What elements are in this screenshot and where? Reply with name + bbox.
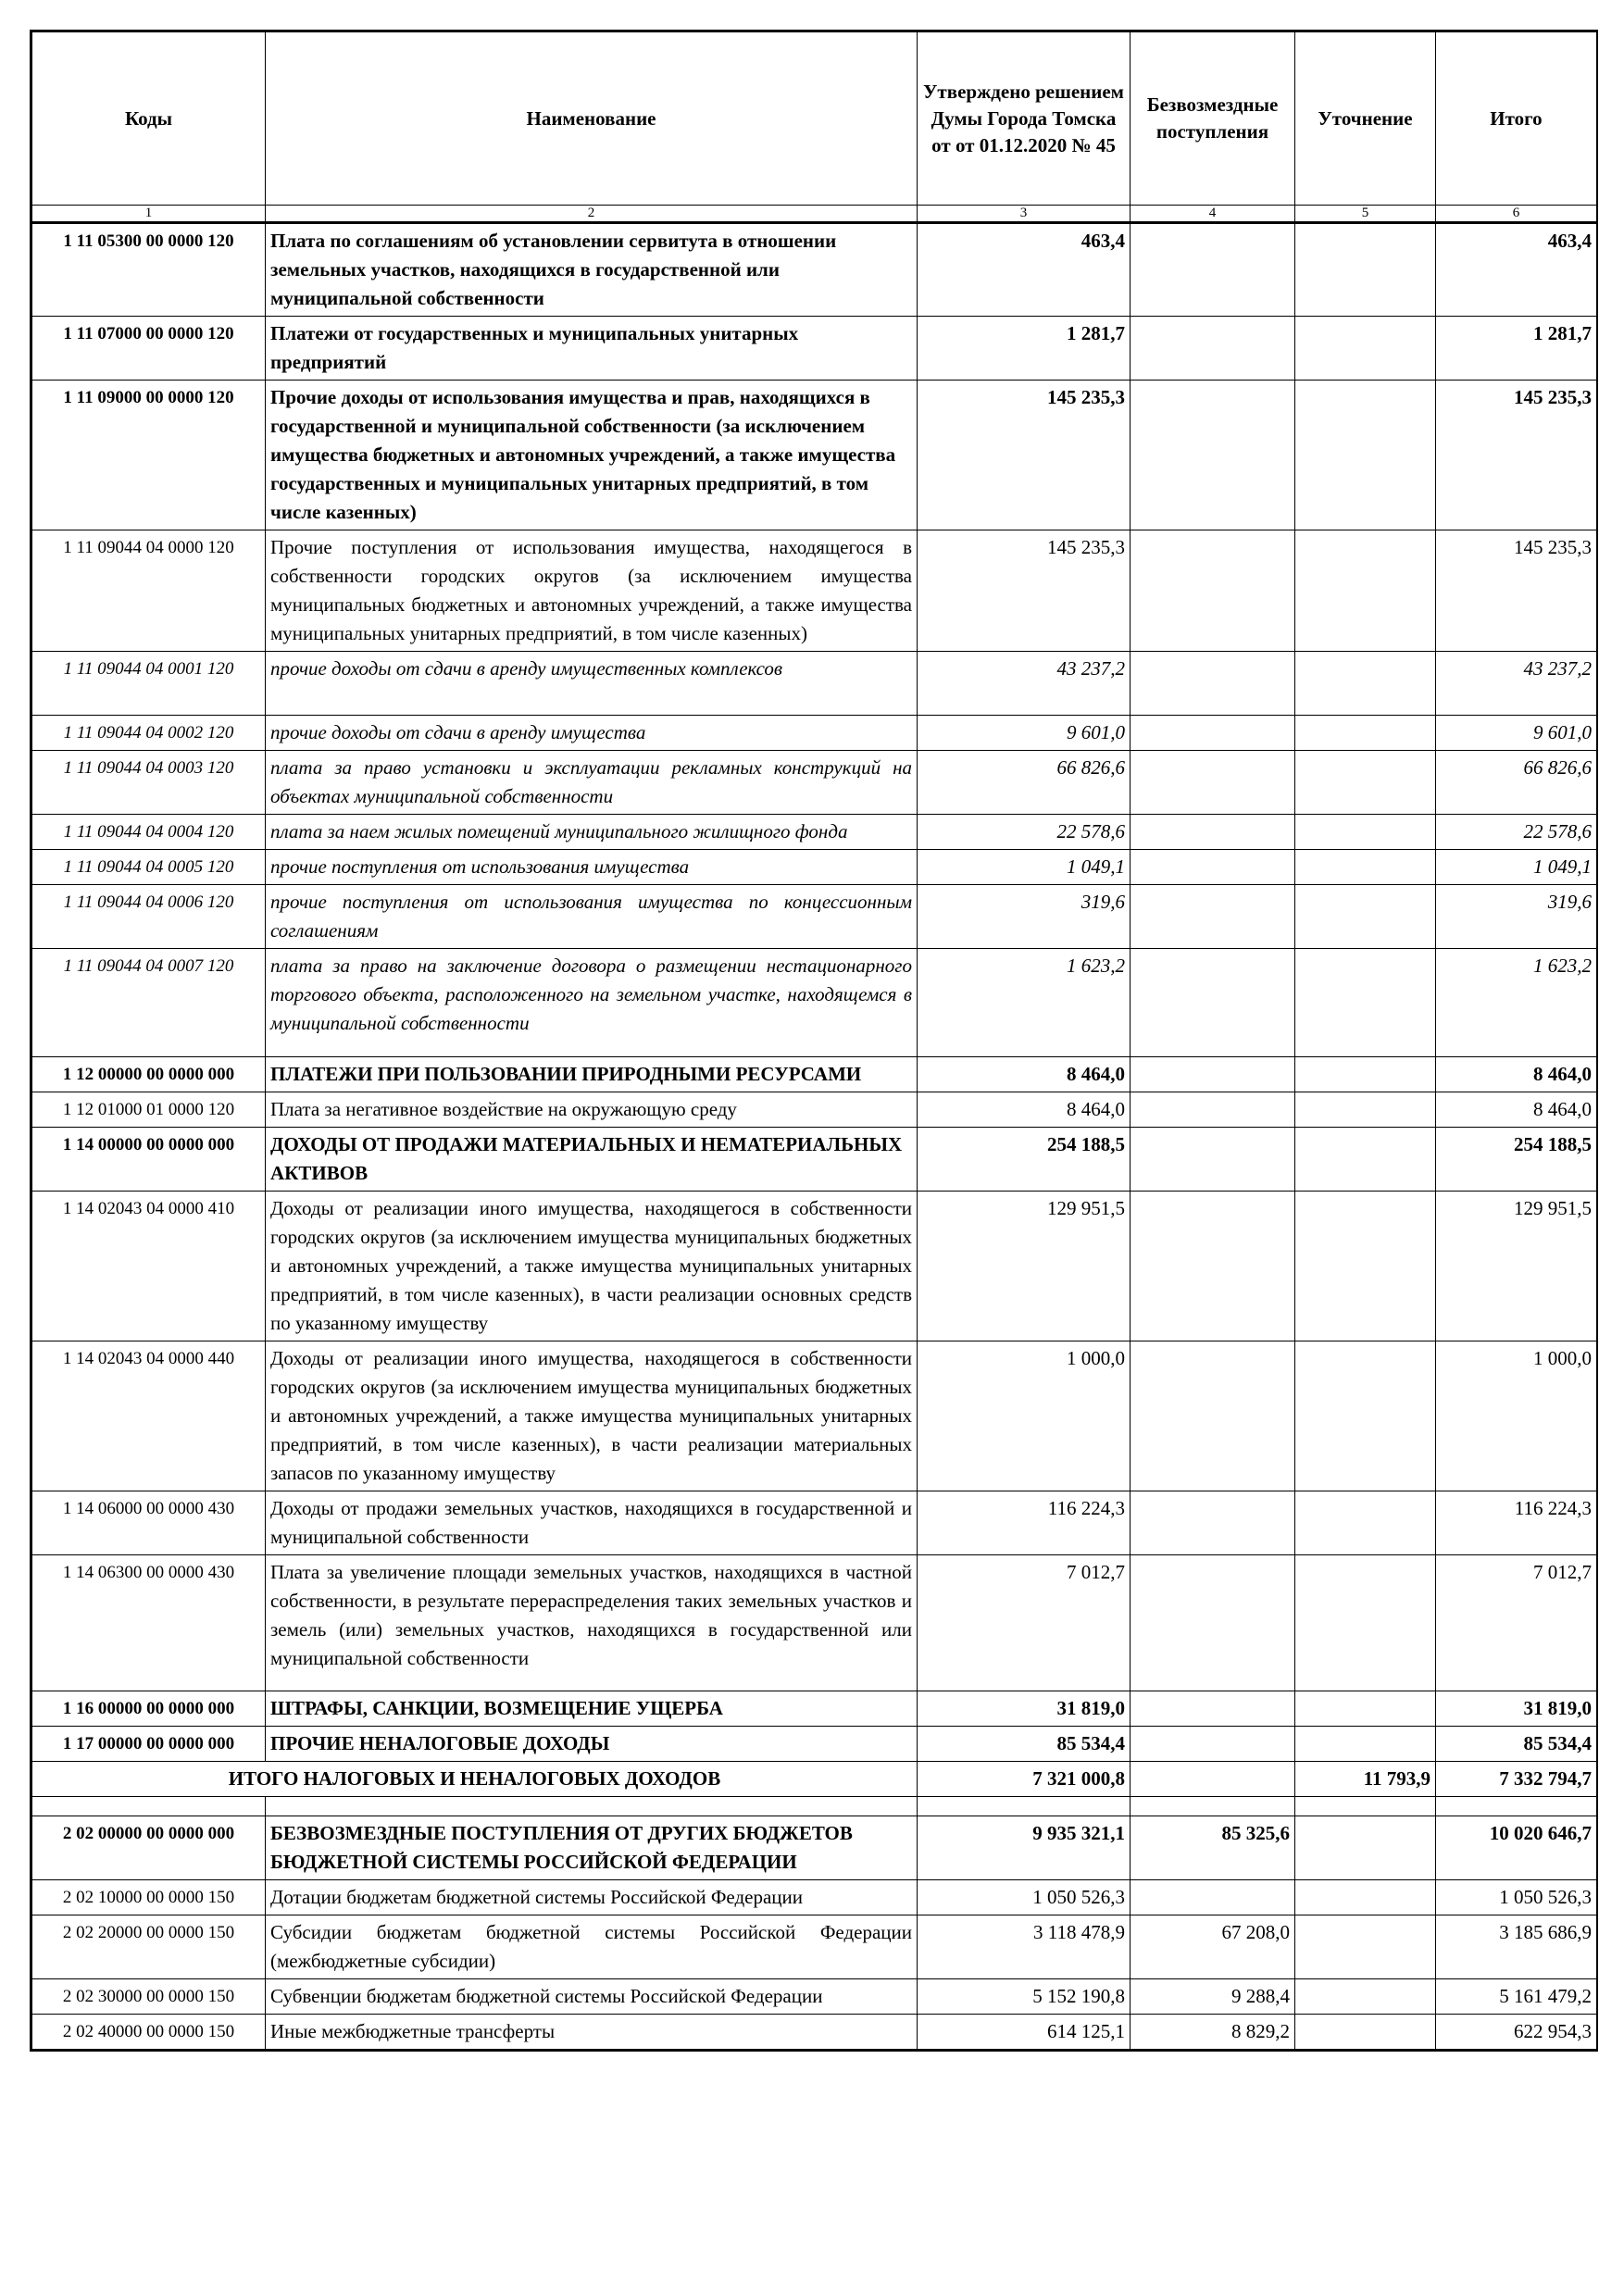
row-approved: 1 623,2 [918,949,1131,1057]
spacer-row [32,1797,1597,1816]
row-total: 8 464,0 [1436,1092,1597,1128]
row-approved: 22 578,6 [918,815,1131,850]
row-grants: 85 325,6 [1131,1816,1295,1880]
row-total: 5 161 479,2 [1436,1979,1597,2015]
row-code: 2 02 00000 00 0000 000 [32,1816,266,1880]
row-refinement [1295,850,1436,885]
row-name: Субвенции бюджетам бюджетной системы Российской Федерации [266,1979,918,2015]
row-grants [1131,1555,1295,1691]
row-total: 8 464,0 [1436,1057,1597,1092]
row-approved: 145 235,3 [918,530,1131,652]
row-approved: 3 118 478,9 [918,1915,1131,1979]
row-total: 85 534,4 [1436,1727,1597,1762]
row-grants [1131,1128,1295,1192]
row-grants: 8 829,2 [1131,2015,1295,2050]
row-grants [1131,850,1295,885]
table-row [32,381,1597,530]
spacer-cell [1436,1797,1597,1816]
tax-total-grants [1131,1762,1295,1797]
row-name: плата за право на заключение договора о размещении нестационарного торгового объекта, расположенного на земельном участке, находящемся в муниципальной собственности [266,949,918,1057]
row-refinement [1295,1691,1436,1727]
row-code: 1 11 09044 04 0004 120 [32,815,266,850]
header-name: Наименование [266,32,918,206]
row-refinement [1295,1128,1436,1192]
row-approved: 8 464,0 [918,1092,1131,1128]
header-refinement: Уточнение [1295,32,1436,206]
row-total: 43 237,2 [1436,652,1597,716]
row-code: 1 17 00000 00 0000 000 [32,1727,266,1762]
table-row [32,1915,1597,1979]
table-row [32,1727,1597,1762]
row-refinement [1295,2015,1436,2050]
table-row [32,1816,1597,1880]
table-row [32,1128,1597,1192]
row-grants [1131,885,1295,949]
row-refinement [1295,1341,1436,1491]
row-refinement [1295,1880,1436,1915]
row-name: Плата по соглашениям об установлении сервитута в отношении земельных участков, находящихся в государственной или муниципальной собственности [266,223,918,317]
row-total: 1 281,7 [1436,317,1597,381]
row-total: 66 826,6 [1436,751,1597,815]
spacer-cell [266,1797,918,1816]
row-approved: 319,6 [918,885,1131,949]
row-grants: 9 288,4 [1131,1979,1295,2015]
column-number: 3 [918,206,1131,223]
row-code: 1 14 00000 00 0000 000 [32,1128,266,1192]
row-refinement [1295,530,1436,652]
row-grants [1131,1691,1295,1727]
budget-table [31,31,1597,2050]
row-grants [1131,530,1295,652]
row-approved: 9 601,0 [918,716,1131,751]
row-grants [1131,317,1295,381]
row-total: 9 601,0 [1436,716,1597,751]
row-refinement [1295,652,1436,716]
row-approved: 145 235,3 [918,381,1131,530]
row-refinement [1295,1555,1436,1691]
column-number-row [32,206,1597,223]
spacer-cell [918,1797,1131,1816]
table-row [32,652,1597,716]
row-refinement [1295,716,1436,751]
row-name: прочие доходы от сдачи в аренду имущества [266,716,918,751]
row-code: 1 11 07000 00 0000 120 [32,317,266,381]
row-name: Субсидии бюджетам бюджетной системы Российской Федерации (межбюджетные субсидии) [266,1915,918,1979]
row-name: БЕЗВОЗМЕЗДНЫЕ ПОСТУПЛЕНИЯ ОТ ДРУГИХ БЮДЖЕТОВ БЮДЖЕТНОЙ СИСТЕМЫ РОССИЙСКОЙ ФЕДЕРАЦИИ [266,1816,918,1880]
row-total: 145 235,3 [1436,381,1597,530]
row-approved: 614 125,1 [918,2015,1131,2050]
row-total: 7 012,7 [1436,1555,1597,1691]
row-total: 622 954,3 [1436,2015,1597,2050]
row-name: Платежи от государственных и муниципальных унитарных предприятий [266,317,918,381]
row-name: ПРОЧИЕ НЕНАЛОГОВЫЕ ДОХОДЫ [266,1727,918,1762]
row-refinement [1295,223,1436,317]
row-name: Плата за увеличение площади земельных участков, находящихся в частной собственности, в результате перераспределения таких земельных участков и земель (или) земельных участков, находящихся в государственной или муниципальной собственности [266,1555,918,1691]
header-approved: Утверждено решением Думы Города Томска от от 01.12.2020 № 45 [918,32,1131,206]
table-row [32,1979,1597,2015]
row-grants [1131,652,1295,716]
row-total: 254 188,5 [1436,1128,1597,1192]
row-grants [1131,381,1295,530]
table-row [32,885,1597,949]
row-code: 1 11 09044 04 0003 120 [32,751,266,815]
table-row [32,223,1597,317]
row-code: 1 11 09044 04 0006 120 [32,885,266,949]
row-grants [1131,1192,1295,1341]
row-total: 1 000,0 [1436,1341,1597,1491]
row-total: 1 049,1 [1436,850,1597,885]
table-row [32,1880,1597,1915]
row-code: 1 12 01000 01 0000 120 [32,1092,266,1128]
column-number: 2 [266,206,918,223]
row-name: прочие поступления от использования имущества [266,850,918,885]
table-row [32,949,1597,1057]
row-approved: 1 049,1 [918,850,1131,885]
row-total: 463,4 [1436,223,1597,317]
row-total: 10 020 646,7 [1436,1816,1597,1880]
column-number: 4 [1131,206,1295,223]
row-name: прочие поступления от использования имущества по концессионным соглашениям [266,885,918,949]
table-row [32,751,1597,815]
table-row [32,2015,1597,2050]
table-row [32,1691,1597,1727]
row-grants [1131,815,1295,850]
table-row [32,815,1597,850]
row-refinement [1295,885,1436,949]
row-code: 1 14 06300 00 0000 430 [32,1555,266,1691]
table-row [32,1057,1597,1092]
row-refinement [1295,1915,1436,1979]
row-total: 116 224,3 [1436,1491,1597,1555]
row-code: 1 11 09044 04 0002 120 [32,716,266,751]
row-code: 2 02 10000 00 0000 150 [32,1880,266,1915]
row-code: 1 14 02043 04 0000 410 [32,1192,266,1341]
row-approved: 463,4 [918,223,1131,317]
row-approved: 31 819,0 [918,1691,1131,1727]
row-refinement [1295,1057,1436,1092]
row-grants [1131,716,1295,751]
row-code: 2 02 20000 00 0000 150 [32,1915,266,1979]
row-grants [1131,1880,1295,1915]
row-code: 1 14 06000 00 0000 430 [32,1491,266,1555]
row-code: 1 16 00000 00 0000 000 [32,1691,266,1727]
row-approved: 129 951,5 [918,1192,1131,1341]
table-row [32,1092,1597,1128]
table-row [32,850,1597,885]
row-total: 1 050 526,3 [1436,1880,1597,1915]
header-total: Итого [1436,32,1597,206]
row-refinement [1295,1092,1436,1128]
row-approved: 9 935 321,1 [918,1816,1131,1880]
row-grants [1131,1491,1295,1555]
row-name: ПЛАТЕЖИ ПРИ ПОЛЬЗОВАНИИ ПРИРОДНЫМИ РЕСУРСАМИ [266,1057,918,1092]
table-row [32,1555,1597,1691]
column-number: 1 [32,206,266,223]
row-total: 129 951,5 [1436,1192,1597,1341]
row-refinement [1295,815,1436,850]
header-row [32,32,1597,206]
row-total: 319,6 [1436,885,1597,949]
row-grants [1131,1092,1295,1128]
row-name: ДОХОДЫ ОТ ПРОДАЖИ МАТЕРИАЛЬНЫХ И НЕМАТЕРИАЛЬНЫХ АКТИВОВ [266,1128,918,1192]
row-approved: 43 237,2 [918,652,1131,716]
table-row [32,1341,1597,1491]
row-total: 31 819,0 [1436,1691,1597,1727]
row-approved: 254 188,5 [918,1128,1131,1192]
row-approved: 1 281,7 [918,317,1131,381]
row-grants [1131,1727,1295,1762]
row-name: Доходы от реализации иного имущества, находящегося в собственности городских округов (за исключением имущества муниципальных бюджетных и автономных учреждений, а также имущества муниципальных унитарных предприятий, в том числе казенных), в части реализации основных средств по указанному имуществу [266,1192,918,1341]
row-refinement [1295,751,1436,815]
row-total: 145 235,3 [1436,530,1597,652]
row-code: 2 02 30000 00 0000 150 [32,1979,266,2015]
tax-total-refinement: 11 793,9 [1295,1762,1436,1797]
table-row [32,716,1597,751]
row-name: ШТРАФЫ, САНКЦИИ, ВОЗМЕЩЕНИЕ УЩЕРБА [266,1691,918,1727]
row-name: Дотации бюджетам бюджетной системы Российской Федерации [266,1880,918,1915]
tax-total-total: 7 332 794,7 [1436,1762,1597,1797]
row-grants [1131,223,1295,317]
row-name: плата за право установки и эксплуатации рекламных конструкций на объектах муниципальной собственности [266,751,918,815]
row-code: 1 14 02043 04 0000 440 [32,1341,266,1491]
row-name: Плата за негативное воздействие на окружающую среду [266,1092,918,1128]
row-code: 2 02 40000 00 0000 150 [32,2015,266,2050]
row-approved: 7 012,7 [918,1555,1131,1691]
row-name: прочие доходы от сдачи в аренду имущественных комплексов [266,652,918,716]
row-name: Прочие доходы от использования имущества и прав, находящихся в государственной и муниципальной собственности (за исключением имущества бюджетных и автономных учреждений, а также имущества государственных и муниципальных унитарных предприятий, в том числе казенных) [266,381,918,530]
row-refinement [1295,381,1436,530]
row-approved: 5 152 190,8 [918,1979,1131,2015]
row-total: 1 623,2 [1436,949,1597,1057]
tax-total-approved: 7 321 000,8 [918,1762,1131,1797]
row-code: 1 11 09044 04 0000 120 [32,530,266,652]
row-code: 1 11 05300 00 0000 120 [32,223,266,317]
table-row [32,317,1597,381]
spacer-cell [1295,1797,1436,1816]
header-codes: Коды [32,32,266,206]
table-row [32,530,1597,652]
row-refinement [1295,1816,1436,1880]
table-row [32,1491,1597,1555]
row-total: 3 185 686,9 [1436,1915,1597,1979]
row-name: Прочие поступления от использования имущества, находящегося в собственности городских округов (за исключением имущества муниципальных бюджетных и автономных учреждений, а также имущества муниципальных унитарных предприятий, в том числе казенных) [266,530,918,652]
row-code: 1 11 09000 00 0000 120 [32,381,266,530]
row-approved: 8 464,0 [918,1057,1131,1092]
row-refinement [1295,317,1436,381]
row-grants [1131,1057,1295,1092]
row-refinement [1295,1192,1436,1341]
column-number: 6 [1436,206,1597,223]
row-name: Доходы от реализации иного имущества, находящегося в собственности городских округов (за исключением имущества муниципальных бюджетных и автономных учреждений, а также имущества муниципальных унитарных предприятий, в том числе казенных), в части реализации материальных запасов по указанному имуществу [266,1341,918,1491]
row-approved: 116 224,3 [918,1491,1131,1555]
budget-table-document [30,30,1598,2052]
row-name: Доходы от продажи земельных участков, находящихся в государственной и муниципальной собственности [266,1491,918,1555]
row-refinement [1295,1491,1436,1555]
row-grants [1131,751,1295,815]
row-code: 1 12 00000 00 0000 000 [32,1057,266,1092]
header-grants: Безвозмездные поступления [1131,32,1295,206]
row-code: 1 11 09044 04 0005 120 [32,850,266,885]
row-approved: 85 534,4 [918,1727,1131,1762]
row-approved: 1 050 526,3 [918,1880,1131,1915]
tax-total-row [32,1762,1597,1797]
row-total: 22 578,6 [1436,815,1597,850]
row-name: Иные межбюджетные трансферты [266,2015,918,2050]
row-refinement [1295,949,1436,1057]
row-grants [1131,1341,1295,1491]
spacer-cell [32,1797,266,1816]
row-code: 1 11 09044 04 0001 120 [32,652,266,716]
row-approved: 66 826,6 [918,751,1131,815]
row-grants: 67 208,0 [1131,1915,1295,1979]
spacer-cell [1131,1797,1295,1816]
row-name: плата за наем жилых помещений муниципального жилищного фонда [266,815,918,850]
table-row [32,1192,1597,1341]
row-code: 1 11 09044 04 0007 120 [32,949,266,1057]
row-refinement [1295,1979,1436,2015]
row-refinement [1295,1727,1436,1762]
row-approved: 1 000,0 [918,1341,1131,1491]
tax-total-label: ИТОГО НАЛОГОВЫХ И НЕНАЛОГОВЫХ ДОХОДОВ [32,1762,918,1797]
row-grants [1131,949,1295,1057]
column-number: 5 [1295,206,1436,223]
